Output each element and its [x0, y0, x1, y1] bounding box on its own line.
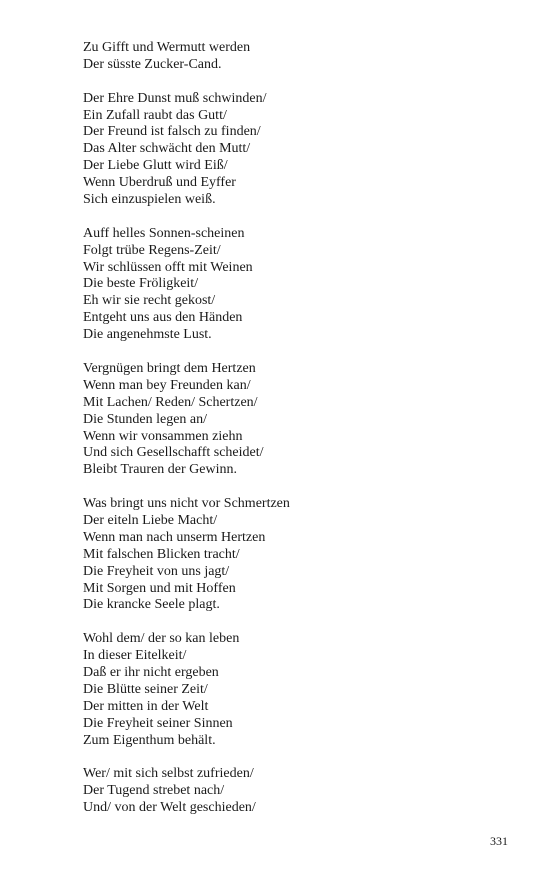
- stanza-5: [83, 496, 523, 614]
- poem-line: Folgt trübe Regens-Zeit/: [83, 242, 221, 258]
- poem-line: Die beste Fröligkeit/: [83, 276, 199, 292]
- poem-line: Und sich Gesellschafft scheidet/: [83, 445, 264, 461]
- poem-line: Das Alter schwächt den Mutt/: [83, 141, 251, 157]
- poem-line: Bleibt Trauren der Gewinn.: [83, 462, 237, 478]
- poem-line: Wenn Uberdruß und Eyffer: [83, 175, 236, 191]
- poem-line: Der Freund ist falsch zu finden/: [83, 124, 261, 140]
- poem-line: Wenn wir vonsammen ziehn: [83, 428, 243, 444]
- poem-line: Und/ von der Welt geschieden/: [83, 800, 256, 816]
- poem-line: Wer/ mit sich selbst zufrieden/: [83, 766, 254, 782]
- poem-line: In dieser Eitelkeit/: [83, 648, 187, 664]
- poem-line: Wohl dem/ der so kan leben: [83, 631, 240, 647]
- poem-line: Der mitten in der Welt: [83, 698, 209, 714]
- poem-line: Wenn man nach unserm Hertzen: [83, 529, 266, 545]
- poem-line: Auff helles Sonnen-scheinen: [83, 225, 245, 241]
- stanza-4: [83, 361, 523, 479]
- poem-line: Vergnügen bringt dem Hertzen: [83, 360, 256, 376]
- poem-line: Daß er ihr nicht ergeben: [83, 664, 219, 680]
- poem-text: [83, 40, 523, 834]
- poem-line: Wenn man bey Freunden kan/: [83, 377, 251, 393]
- poem-line: Der eiteln Liebe Macht/: [83, 512, 218, 528]
- poem-line: Mit falschen Blicken tracht/: [83, 546, 240, 562]
- poem-line: Die krancke Seele plagt.: [83, 597, 220, 613]
- poem-line: Die angenehmste Lust.: [83, 327, 212, 343]
- poem-line: Ein Zufall raubt das Gutt/: [83, 107, 227, 123]
- poem-line: Zum Eigenthum behält.: [83, 732, 216, 748]
- poem-line: Die Freyheit seiner Sinnen: [83, 715, 233, 731]
- stanza-1: [83, 40, 523, 74]
- stanza-3: [83, 226, 523, 344]
- poem-line: Die Stunden legen an/: [83, 411, 208, 427]
- poem-line: Wir schlüssen offt mit Weinen: [83, 259, 253, 275]
- stanza-6: [83, 631, 523, 749]
- page-number: 331: [490, 834, 508, 848]
- poem-line: Eh wir sie recht gekost/: [83, 293, 216, 309]
- poem-line: Mit Sorgen und mit Hoffen: [83, 580, 236, 596]
- poem-line: Was bringt uns nicht vor Schmertzen: [83, 496, 290, 512]
- poem-line: Der Liebe Glutt wird Eiß/: [83, 158, 228, 174]
- poem-line: Der süsste Zucker-Cand.: [83, 56, 222, 72]
- poem-line: Die Blütte seiner Zeit/: [83, 681, 208, 697]
- poem-line: Mit Lachen/ Reden/ Schertzen/: [83, 394, 258, 410]
- poem-line: Der Ehre Dunst muß schwinden/: [83, 90, 267, 106]
- poem-line: Der Tugend strebet nach/: [83, 783, 225, 799]
- poem-line: Zu Gifft und Wermutt werden: [83, 40, 251, 55]
- poem-line: Sich einzuspielen weiß.: [83, 192, 216, 208]
- poem-line: Die Freyheit von uns jagt/: [83, 563, 230, 579]
- poem-line: Entgeht uns aus den Händen: [83, 310, 243, 326]
- stanza-7: [83, 766, 523, 817]
- stanza-2: [83, 91, 523, 209]
